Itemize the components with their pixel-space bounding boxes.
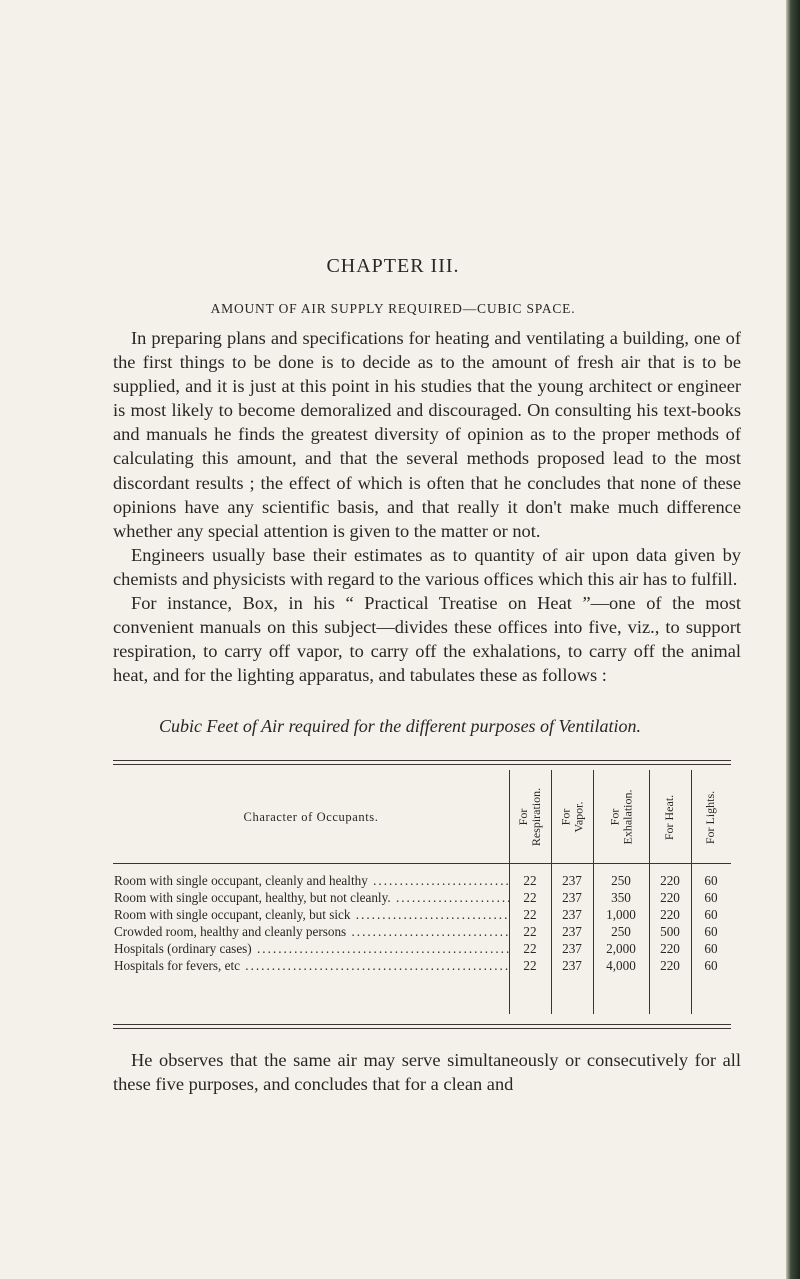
heat-value: 500 xyxy=(660,924,680,939)
respiration-value: 22 xyxy=(523,941,537,956)
exhalation-value: 4,000 xyxy=(606,958,636,973)
character-header: Character of Occupants. xyxy=(243,810,379,824)
heat-value: 220 xyxy=(660,907,680,922)
respiration-value: 22 xyxy=(523,958,537,973)
heat-value: 220 xyxy=(660,890,680,905)
closing-text xyxy=(113,1048,741,1096)
vapor-value: 237 xyxy=(562,873,582,888)
respiration-value: 22 xyxy=(523,890,537,905)
column-header-lights: For Lights. xyxy=(703,790,718,844)
row-label: Hospitals for fevers, etc ..... xyxy=(114,957,510,974)
respiration-value: 22 xyxy=(523,907,537,922)
paragraph-4: He observes that the same air may serve simultaneously or consecutively for all these five purposes, and concludes that for a clean and xyxy=(113,1050,741,1095)
row-label: Room with single occupant, cleanly and healthy ..... xyxy=(114,872,510,889)
table-row xyxy=(113,940,731,957)
table-top-rule xyxy=(113,760,731,761)
chapter-heading: CHAPTER III. xyxy=(326,255,460,277)
lights-value: 60 xyxy=(704,890,718,905)
table-bottom-rule xyxy=(113,1024,731,1025)
lights-value: 60 xyxy=(704,873,718,888)
table-row xyxy=(113,872,731,889)
lights-value: 60 xyxy=(704,941,718,956)
vapor-value: 237 xyxy=(562,958,582,973)
exhalation-value: 250 xyxy=(611,873,631,888)
page-edge xyxy=(786,0,800,1279)
vapor-value: 237 xyxy=(562,924,582,939)
column-header-respiration: For Respiration. xyxy=(516,787,544,847)
table-top-rule-2 xyxy=(113,764,731,765)
respiration-value: 22 xyxy=(523,924,537,939)
lights-value: 60 xyxy=(704,907,718,922)
heat-value: 220 xyxy=(660,941,680,956)
exhalation-value: 250 xyxy=(611,924,631,939)
table-row xyxy=(113,889,731,906)
exhalation-value: 2,000 xyxy=(606,941,636,956)
lights-value: 60 xyxy=(704,958,718,973)
row-label: Room with single occupant, cleanly, but sick ..... xyxy=(114,906,510,923)
row-label: Crowded room, healthy and cleanly persons ..... xyxy=(114,923,510,940)
paragraph-3: For instance, Box, in his “ Practical Treatise on Heat ”—one of the most convenient manuals on this subject—divides these offices into five, viz., to support respiration, to carry off vapor, to carry off the exhalations, to carry off the animal heat, and for the lighting apparatus, and tabulates these as follows : xyxy=(113,593,741,686)
section-subtitle: AMOUNT OF AIR SUPPLY REQUIRED—CUBIC SPACE. xyxy=(210,301,576,316)
table-bottom-rule-2 xyxy=(113,1028,731,1029)
paragraph-2: Engineers usually base their estimates as to quantity of air upon data given by chemists and physicists with regard to the various offices which this air has to fulfill. xyxy=(113,544,741,589)
heat-value: 220 xyxy=(660,958,680,973)
table-row xyxy=(113,906,731,923)
vapor-value: 237 xyxy=(562,941,582,956)
table-caption: Cubic Feet of Air required for the different purposes of Ventilation. xyxy=(158,716,642,736)
respiration-value: 22 xyxy=(523,873,537,888)
heat-value: 220 xyxy=(660,873,680,888)
header-rule xyxy=(113,863,731,864)
column-header-heat: For Heat. xyxy=(662,794,677,840)
row-label: Room with single occupant, healthy, but not cleanly. ..... xyxy=(114,889,510,906)
exhalation-value: 350 xyxy=(611,890,631,905)
column-header-exhalation: For Exhalation. xyxy=(607,789,635,845)
table-row xyxy=(113,923,731,940)
column-header-vapor: For Vapor. xyxy=(558,801,585,833)
air-requirements-table xyxy=(113,760,731,1028)
vapor-value: 237 xyxy=(562,890,582,905)
lights-value: 60 xyxy=(704,924,718,939)
intro-text xyxy=(113,326,741,687)
vapor-value: 237 xyxy=(562,907,582,922)
row-label: Hospitals (ordinary cases) ..... xyxy=(114,940,510,957)
paragraph-1: In preparing plans and specifications for heating and ventilating a building, one of the first things to be done is to decide as to the amount of fresh air that is to be supplied, and it is just at this point in his studies that the young architect or engineer is most likely to become demoralized and discouraged. On consulting his text-books and manuals he finds the greatest diversity of opinion as to the proper methods of calculating this amount, and that the several methods proposed lead to the most discordant results ; the effect of which is often that he concludes that none of these opinions have any scientific basis, and that really it don't make much difference whether any special attention is given to the matter or not. xyxy=(113,328,741,541)
exhalation-value: 1,000 xyxy=(606,907,636,922)
table-row xyxy=(113,957,731,974)
